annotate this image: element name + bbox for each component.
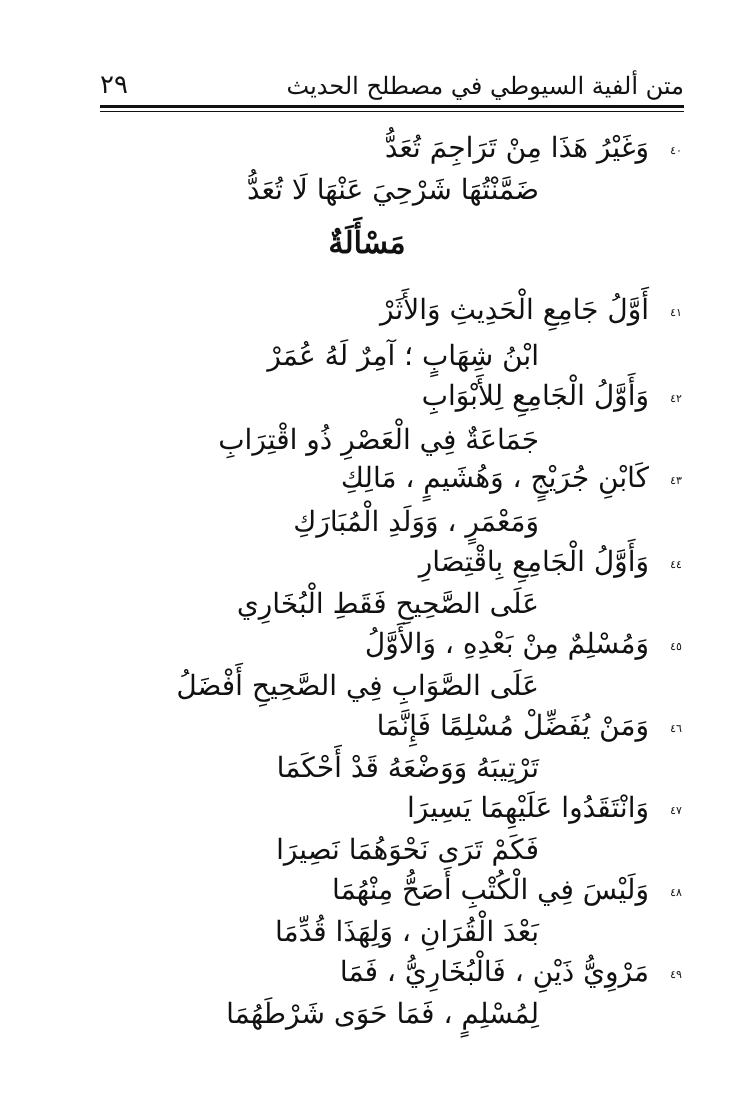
verse-second-hemistich: لِمُسْلِمٍ ، فَمَا حَوَى شَرْطَهُمَا — [226, 997, 539, 1030]
page-number: ٢٩ — [100, 70, 128, 100]
verse-first-hemistich: وَمَنْ يُفَضِّلْ مُسْلِمًا فَإِنَّمَا — [376, 709, 649, 742]
verse-second-hemistich: عَلَى الصَّوَابِ فِي الصَّحِيحِ أَفْضَلُ — [176, 669, 539, 702]
header-rule-thick — [100, 105, 684, 108]
verse-second-hemistich: تَرْتِيبَهُ وَوَضْعَهُ قَدْ أَحْكَمَا — [276, 751, 539, 784]
verse-number: ٤٥ — [670, 640, 682, 653]
verse-first-hemistich: وَلَيْسَ فِي الْكُتْبِ أَصَحُّ مِنْهُمَا — [332, 873, 649, 906]
verse-first-hemistich: وَمُسْلِمٌ مِنْ بَعْدِهِ ، وَالأَوَّلُ — [364, 627, 649, 660]
section-title: مَسْأَلَةٌ — [328, 226, 406, 261]
verse-second-hemistich: بَعْدَ الْقُرَانِ ، وَلِهَذَا قُدِّمَا — [275, 915, 539, 948]
verse-first-hemistich: أَوَّلُ جَامِعِ الْحَدِيثِ وَالأَثَرْ — [380, 293, 649, 326]
verse-first-hemistich: كَابْنِ جُرَيْجٍ ، وَهُشَيمٍ ، مَالِكِ — [340, 461, 649, 494]
verse-number: ٤٣ — [670, 474, 682, 487]
header-rule-thin — [100, 111, 684, 112]
verse-number: ٤٩ — [670, 968, 682, 981]
running-title: متن ألفية السيوطي في مصطلح الحديث — [286, 72, 684, 100]
verse-second-hemistich: وَمَعْمَرٍ ، وَوَلَدِ الْمُبَارَكِ — [293, 505, 539, 538]
verse-number: ٤١ — [670, 306, 682, 319]
verse-number: ٤٢ — [670, 392, 682, 405]
verse-number: ٤٦ — [670, 722, 682, 735]
verse-first-hemistich: وَانْتَقَدُوا عَلَيْهِمَا يَسِيرَا — [406, 791, 649, 824]
running-header — [100, 64, 684, 104]
verse-number: ٤٠ — [670, 144, 682, 157]
verse-number: ٤٤ — [670, 558, 682, 571]
verse-first-hemistich: وَأَوَّلُ الْجَامِعِ بِاقْتِصَارِ — [418, 545, 649, 578]
verse-second-hemistich: جَمَاعَةٌ فِي الْعَصْرِ ذُو اقْتِرَابِ — [218, 423, 539, 456]
verse-second-hemistich: فَكَمْ تَرَى نَحْوَهُمَا نَصِيرَا — [276, 833, 539, 866]
verse-first-hemistich: وَغَيْرُ هَذَا مِنْ تَرَاجِمَ تُعَدُّ — [384, 131, 649, 164]
verse-first-hemistich: وَأَوَّلُ الْجَامِعِ لِلأَبْوَابِ — [421, 379, 649, 412]
verse-second-hemistich: ابْنُ شِهَابٍ ؛ آمِرٌ لَهُ عُمَرْ — [267, 339, 539, 372]
verse-number: ٤٧ — [670, 804, 682, 817]
verse-second-hemistich: ضَمَّنْتُهَا شَرْحِيَ عَنْهَا لَا تُعَدُّ — [246, 173, 539, 206]
verse-first-hemistich: مَرْوِيُّ ذَيْنِ ، فَالْبُخَارِيُّ ، فَمَا — [339, 955, 649, 988]
verse-second-hemistich: عَلَى الصَّحِيحِ فَقَطِ الْبُخَارِي — [236, 587, 539, 620]
verse-number: ٤٨ — [670, 886, 682, 899]
